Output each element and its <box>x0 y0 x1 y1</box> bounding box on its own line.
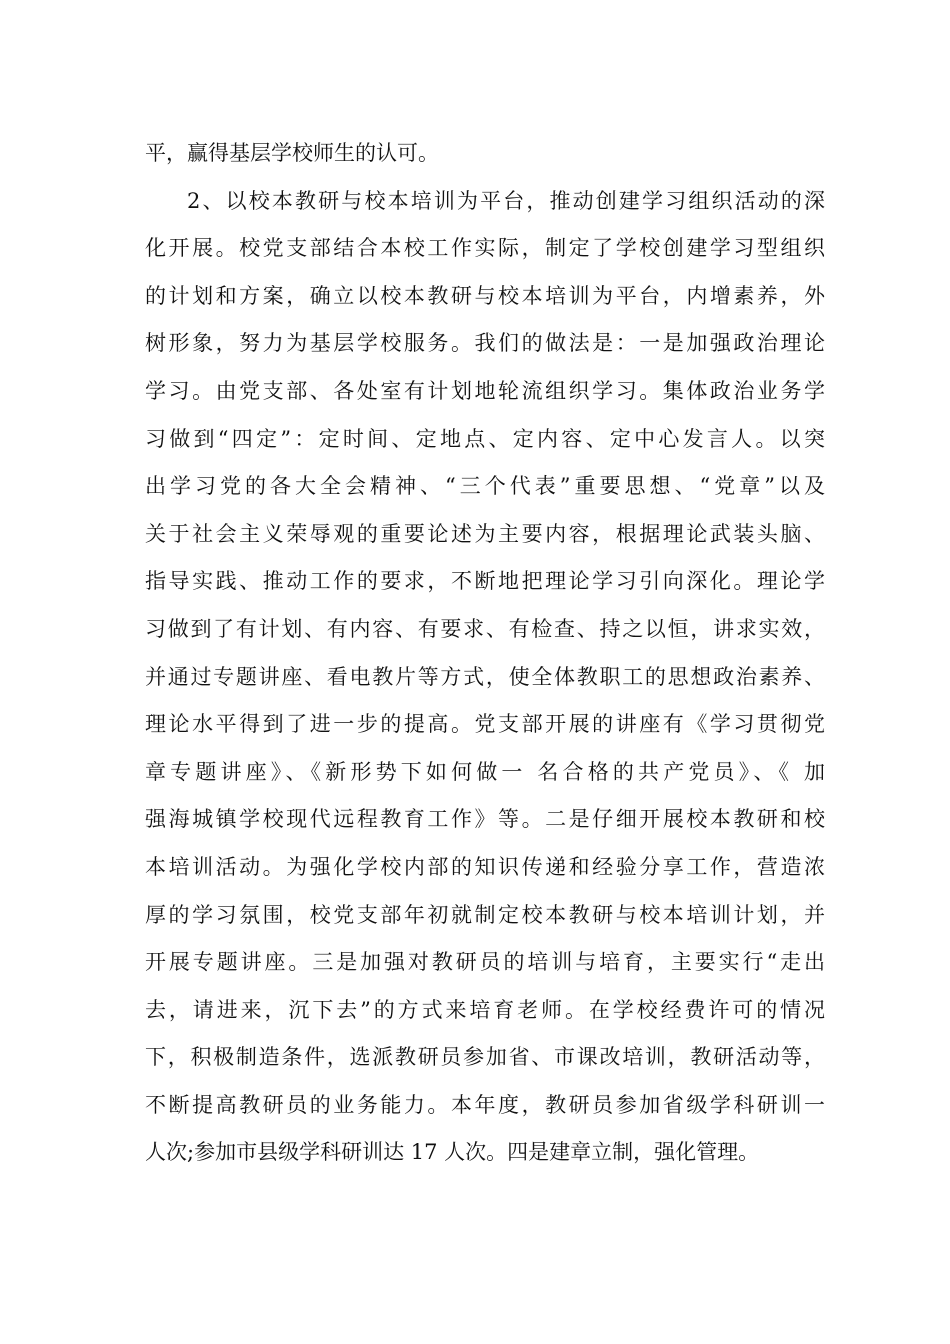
text-line-12: 并通过专题讲座、看电教片等方式，使全体教职工的思想政治素养、 <box>145 664 825 689</box>
text-line-17: 厚的学习氛围，校党支部年初就制定校本教研与校本培训计划，并 <box>145 902 825 927</box>
text-line-7: 习做到“四定”：定时间、定地点、定内容、定中心发言人。以突 <box>145 426 825 451</box>
text-line-8: 出学习党的各大全会精神、“三个代表”重要思想、“党章”以及 <box>145 474 825 499</box>
text-line-19: 去，请进来，沉下去”的方式来培育老师。在学校经费许可的情况 <box>145 997 825 1022</box>
text-line-2: 2、以校本教研与校本培训为平台，推动创建学习组织活动的深 <box>187 188 825 213</box>
text-line-13: 理论水平得到了进一步的提高。党支部开展的讲座有《学习贯彻党 <box>145 712 825 737</box>
text-line-22: 人次;参加市县级学科研训达 17 人次。四是建章立制，强化管理。 <box>145 1140 760 1165</box>
text-line-21: 不断提高教研员的业务能力。本年度，教研员参加省级学科研训一 <box>145 1092 825 1117</box>
text-line-6: 学习。由党支部、各处室有计划地轮流组织学习。集体政治业务学 <box>145 378 825 403</box>
text-line-3: 化开展。校党支部结合本校工作实际，制定了学校创建学习型组织 <box>145 236 825 261</box>
text-line-16: 本培训活动。为强化学校内部的知识传递和经验分享工作，营造浓 <box>145 854 825 879</box>
body-text <box>145 130 825 1177</box>
text-line-9: 关于社会主义荣辱观的重要论述为主要内容，根据理论武装头脑、 <box>145 521 825 546</box>
text-line-18: 开展专题讲座。三是加强对教研员的培训与培育，主要实行“走出 <box>145 950 825 975</box>
text-line-1: 平，赢得基层学校师生的认可。 <box>145 141 439 165</box>
text-line-14: 章专题讲座》、《新形势下如何做一 名合格的共产党员》、《 加 <box>145 759 825 784</box>
text-line-15: 强海城镇学校现代远程教育工作》等。二是仔细开展校本教研和校 <box>145 807 825 832</box>
text-line-4: 的计划和方案，确立以校本教研与校本培训为平台，内增素养，外 <box>145 283 825 308</box>
text-line-20: 下，积极制造条件，选派教研员参加省、市课改培训，教研活动等， <box>145 1045 825 1070</box>
text-line-5: 树形象，努力为基层学校服务。我们的做法是：一是加强政治理论 <box>145 331 825 356</box>
text-line-10: 指导实践、推动工作的要求，不断地把理论学习引向深化。理论学 <box>145 569 825 594</box>
text-line-11: 习做到了有计划、有内容、有要求、有检查、持之以恒，讲求实效， <box>145 616 825 641</box>
